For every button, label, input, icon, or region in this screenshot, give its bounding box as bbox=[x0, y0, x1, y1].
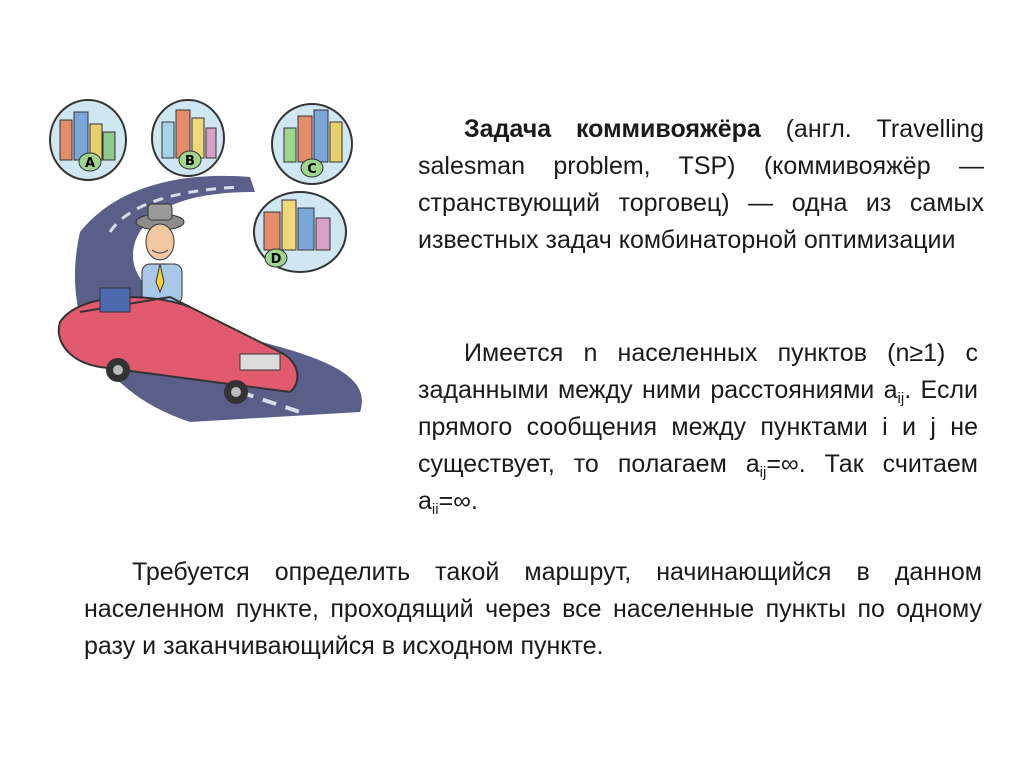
definition-text: (англ. Travelling salesman problem, TSP) (коммивояжёр — странствующий торговец) — одна из самых известных задач комбинаторной оптимизации bbox=[418, 115, 984, 254]
conditions-text-2: 1) с заданными между ними расстояниями a bbox=[418, 339, 978, 404]
city-bubble-a bbox=[50, 100, 126, 180]
salesman-figure bbox=[136, 204, 184, 304]
definition-term: Задача коммивояжёра bbox=[464, 115, 761, 143]
conditions-text-5: =∞. bbox=[438, 487, 478, 515]
conditions-paragraph bbox=[418, 335, 978, 520]
city-bubble-b bbox=[152, 100, 224, 176]
city-bubble-c bbox=[272, 104, 352, 184]
subscript-ij: ij bbox=[897, 390, 905, 407]
subscript-ii: ii bbox=[431, 501, 439, 518]
task-paragraph: Требуется определить такой маршрут, начинающийся в данном населенном пункте, проходящий через все населенные пункты по одному разу и заканчивающийся в исходном пункте. bbox=[84, 558, 982, 660]
city-label-a: A bbox=[84, 156, 96, 171]
subscript-ij: ij bbox=[759, 464, 767, 481]
conditions-text-4: =∞. Так считаем a bbox=[418, 450, 978, 515]
conditions-text-1: Имеется n населенных пунктов (n bbox=[464, 339, 910, 367]
city-label-c: C bbox=[307, 162, 317, 177]
city-label-b: B bbox=[185, 154, 195, 169]
city-bubble-d bbox=[254, 192, 346, 272]
definition-paragraph bbox=[418, 111, 984, 259]
conditions-text-3: . Если прямого сообщения между пунктами i и j не существует, то полагаем a bbox=[418, 376, 978, 478]
salesman-illustration bbox=[40, 92, 370, 432]
city-label-d: D bbox=[270, 252, 282, 267]
ge-symbol: ≥ bbox=[909, 339, 924, 367]
